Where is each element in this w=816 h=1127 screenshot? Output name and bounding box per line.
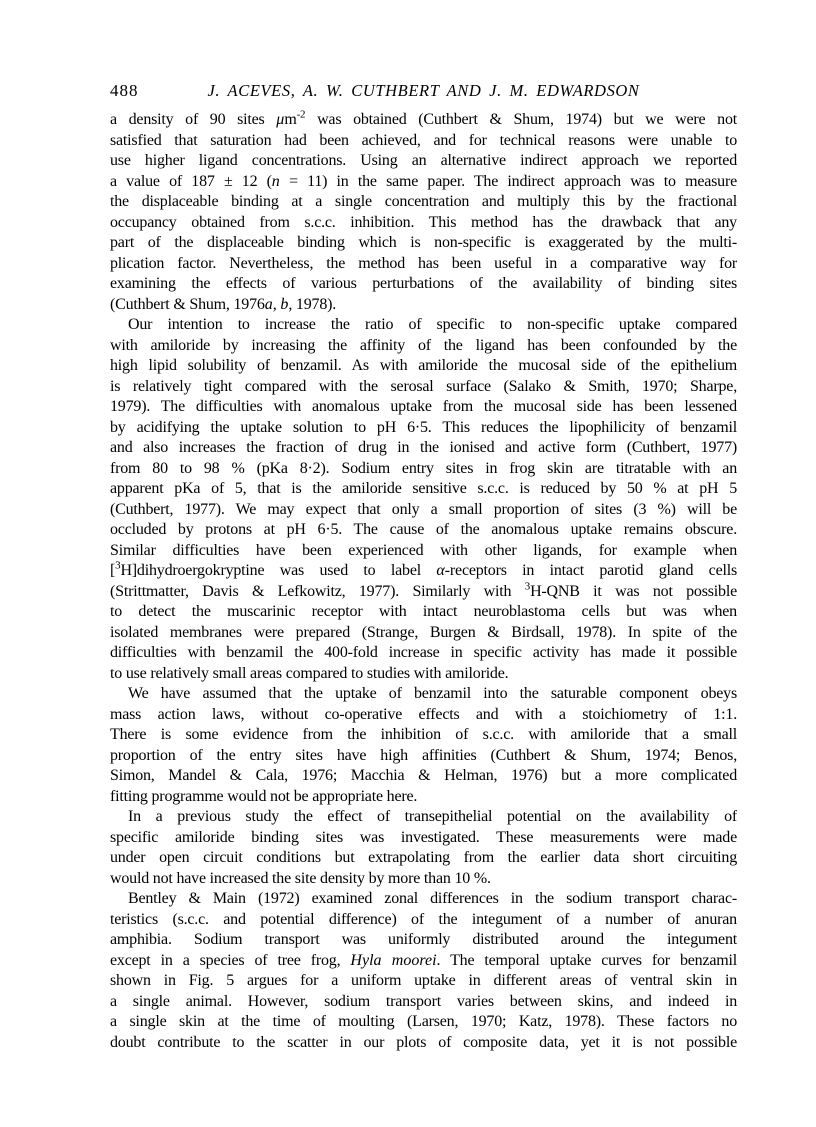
text-line: a density of 90 sites $\mu m^{-2}$ was obtained (Cuthbert & Shum, 1974) but we were not <box>110 110 737 128</box>
text-line: doubt contribute to the scatter in our plots of composite data, yet it is not possible <box>110 1033 737 1051</box>
text-line: high lipid solubility of benzamil. As with amiloride the mucosal side of the epithelium <box>110 357 737 374</box>
paragraph <box>110 315 737 684</box>
text-line: examining the effects of various perturbations of the availability of binding sites <box>110 275 737 292</box>
text-line: from 80 to 98 % (pKa 8·2). Sodium entry sites in frog skin are titratable with an <box>110 459 737 477</box>
text-line: (Cuthbert & Shum, 1976a, b, 1978). <box>110 295 337 313</box>
text-line: fitting programme would not be appropriate here. <box>110 787 418 805</box>
text-line: There is some evidence from the inhibition of s.c.c. with amiloride that a small <box>110 726 737 743</box>
text-line: satisfied that saturation had been achieved, and for technical reasons were unable to <box>110 131 737 149</box>
text-line: amphibia. Sodium transport was uniformly distributed around the integument <box>110 931 737 948</box>
text-line: apparent pKa of 5, that is the amiloride sensitive s.c.c. is reduced by 50 % at pH 5 <box>110 480 737 497</box>
text-line: the displaceable binding at a single concentration and multiply this by the fractional <box>110 193 737 210</box>
paragraph <box>110 889 737 1053</box>
text-line: Bentley & Main (1972) examined zonal differences in the sodium transport charac- <box>128 890 737 907</box>
text-line: occluded by protons at pH 6·5. The cause of the anomalous uptake remains obscure. <box>110 521 737 538</box>
text-line: teristics (s.c.c. and potential difference) of the integument of a number of anuran <box>110 910 737 928</box>
body-text <box>110 110 737 1053</box>
text-line: [$^3$H]dihydroergokryptine was used to label α-receptors in intact parotid gland cells <box>110 561 737 579</box>
text-line: under open circuit conditions but extrapolating from the earlier data short circuiting <box>110 849 737 866</box>
text-line: specific amiloride binding sites was investigated. These measurements were made <box>110 828 737 846</box>
text-line: a value of 187 ± 12 (n = 11) in the same paper. The indirect approach was to measure <box>110 172 737 190</box>
text-line: a single animal. However, sodium transport varies between skins, and indeed in <box>110 992 737 1010</box>
running-head: J. ACEVES, A. W. CUTHBERT AND J. M. EDWARDSON <box>207 81 640 100</box>
text-line: with amiloride by increasing the affinity of the ligand has been confounded by the <box>110 336 737 354</box>
paragraph <box>110 110 737 315</box>
text-line: difficulties with benzamil the 400-fold increase in specific activity has made it possible <box>110 644 737 661</box>
text-line: We have assumed that the uptake of benzamil into the saturable component obeys <box>128 685 737 702</box>
text-line: plication factor. Nevertheless, the method has been useful in a comparative way for <box>110 254 737 272</box>
paragraph <box>110 684 737 807</box>
text-line: In a previous study the effect of transepithelial potential on the availability of <box>128 808 737 825</box>
text-line: 1979). The difficulties with anomalous uptake from the mucosal side has been lessened <box>110 398 737 415</box>
text-line: mass action laws, without co-operative effects and with a stoichiometry of 1:1. <box>110 705 737 723</box>
text-line: a single skin at the time of moulting (Larsen, 1970; Katz, 1978). These factors no <box>110 1013 737 1030</box>
text-line: (Strittmatter, Davis & Lefkowitz, 1977). Similarly with $^3$H-QNB it was not possible <box>110 581 737 600</box>
text-line: by acidifying the uptake solution to pH 6·5. This reduces the lipophilicity of benzamil <box>110 418 737 436</box>
text-line: and also increases the fraction of drug in the ionised and active form (Cuthbert, 1977) <box>110 439 737 456</box>
page-number: 488 <box>110 81 139 100</box>
text-line: shown in Fig. 5 argues for a uniform uptake in different areas of ventral skin in <box>110 972 737 989</box>
text-line: is relatively tight compared with the serosal surface (Salako & Smith, 1970; Sharpe, <box>110 377 737 395</box>
page-header <box>110 81 737 102</box>
text-line: occupancy obtained from s.c.c. inhibition. This method has the drawback that any <box>110 213 737 231</box>
text-line: Simon, Mandel & Cala, 1976; Macchia & Helman, 1976) but a more complicated <box>110 767 737 784</box>
text-line: Similar difficulties have been experienced with other ligands, for example when <box>110 541 737 559</box>
text-line: use higher ligand concentrations. Using an alternative indirect approach we reported <box>110 152 737 169</box>
text-line: to detect the muscarinic receptor with intact neuroblastoma cells but was when <box>110 603 737 620</box>
text-line: proportion of the entry sites have high affinities (Cuthbert & Shum, 1974; Benos, <box>110 746 737 764</box>
text-line: Our intention to increase the ratio of specific to non-specific uptake compared <box>128 316 737 333</box>
text-line: would not have increased the site density by more than 10 %. <box>110 869 491 887</box>
text-line: (Cuthbert, 1977). We may expect that only a small proportion of sites (3 %) will be <box>110 500 737 518</box>
text-line: except in a species of tree frog, Hyla moorei. The temporal uptake curves for benzamil <box>110 951 737 969</box>
text-line: to use relatively small areas compared to studies with amiloride. <box>110 664 509 682</box>
text-line: part of the displaceable binding which is non-specific is exaggerated by the multi- <box>110 234 737 251</box>
text-line: isolated membranes were prepared (Strange, Burgen & Birdsall, 1978). In spite of the <box>110 623 737 641</box>
paragraph <box>110 807 737 889</box>
